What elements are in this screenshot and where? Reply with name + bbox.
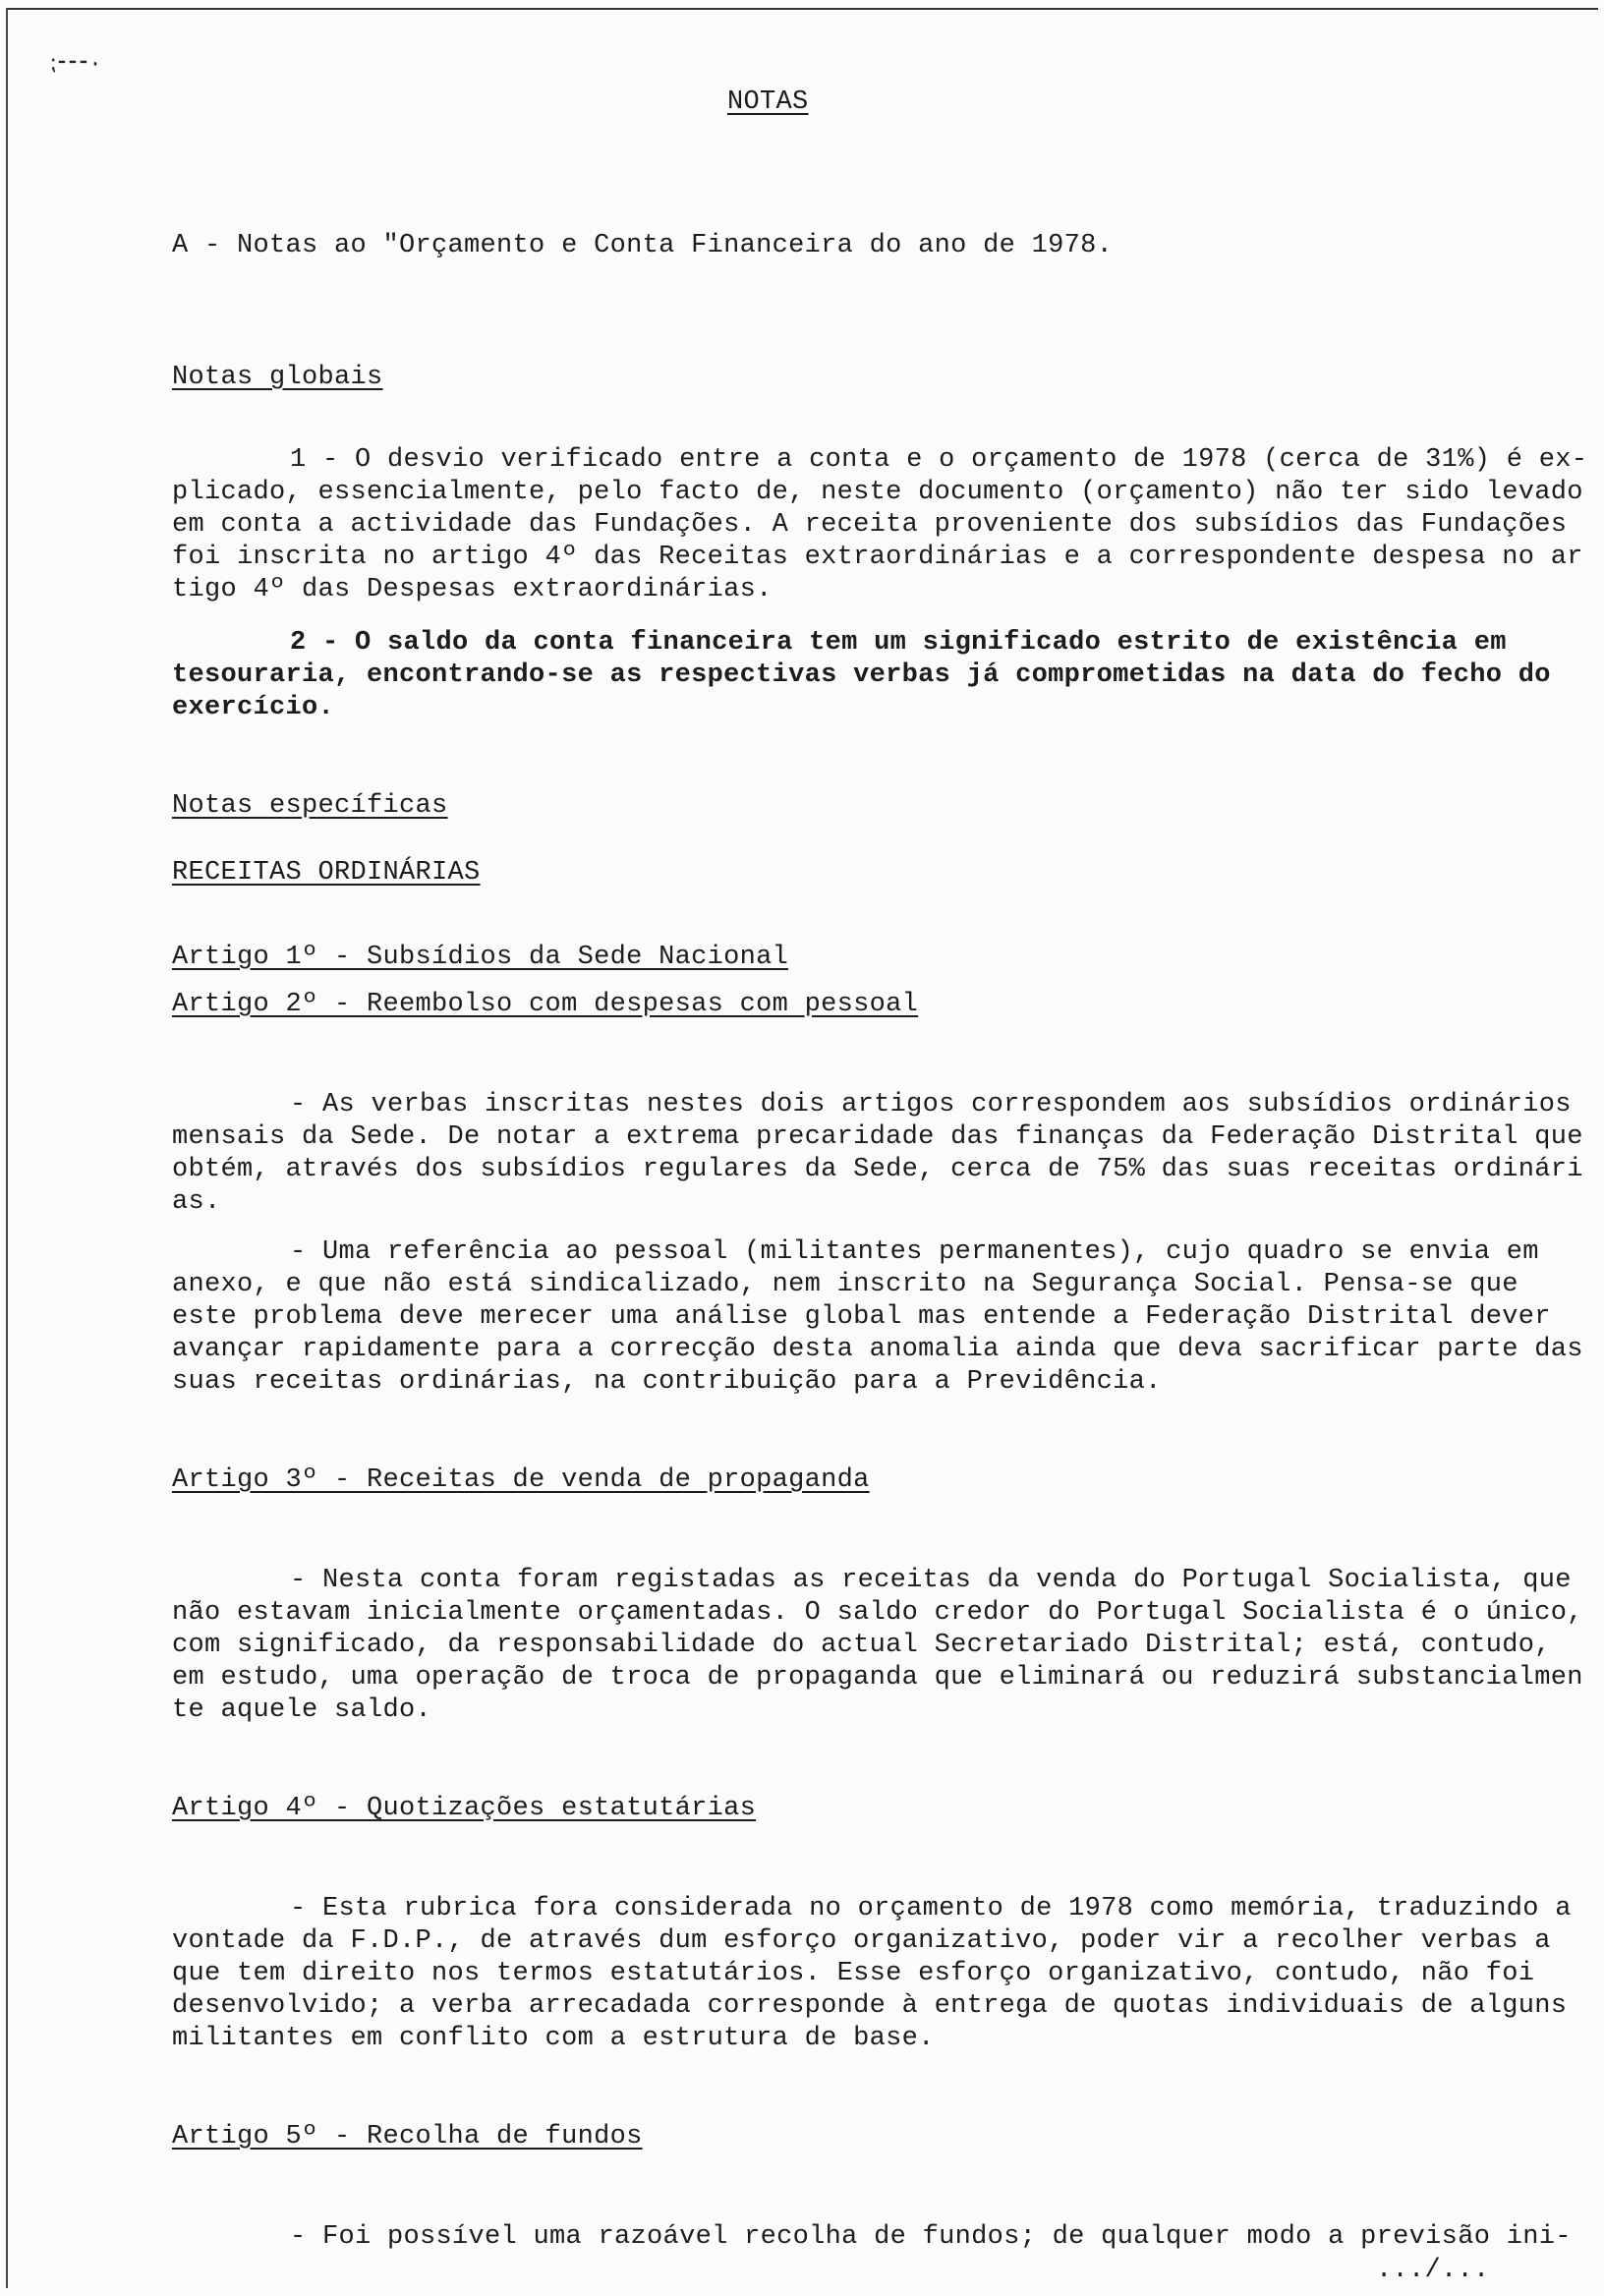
page-border-top (6, 8, 1598, 10)
page-continuation-mark: .../... (1376, 2256, 1490, 2285)
section-a-heading: A - Notas ao "Orçamento e Conta Financeira do ano de 1978. (172, 231, 1114, 260)
notas-especificas-heading: Notas específicas (172, 791, 448, 821)
page-border-left (6, 8, 8, 2288)
notas-globais-heading: Notas globais (172, 363, 383, 392)
artigo-4-heading: Artigo 4º - Quotizações estatutárias (172, 1794, 757, 1823)
artigo-3-heading: Artigo 3º - Receitas de venda de propaganda (172, 1465, 870, 1495)
paragraph-artigo-5: - Foi possível uma razoável recolha de fundos; de qualquer modo a previsão ini- (290, 2222, 1572, 2252)
artigo-5-heading: Artigo 5º - Recolha de fundos (172, 2122, 643, 2152)
receitas-ordinarias-heading: RECEITAS ORDINÁRIAS (172, 858, 481, 888)
hole-punch-mark: ⁏⁃⁃⁃· (49, 52, 102, 77)
paragraph-artigos-1-2: - As verbas inscritas nestes dois artigos correspondem aos subsídios ordinários mensais da Sede. De notar a extrema precaridade das finanças da Federação Distrital que obtém, através dos subsídios regulares da Sede, cerca de 75% das suas receitas ordinári as. (172, 1090, 1583, 1217)
page-title: NOTAS (727, 87, 809, 117)
artigo-2-heading: Artigo 2º - Reembolso com despesas com pessoal (172, 990, 919, 1019)
paragraph-artigo-4: - Esta rubrica fora considerada no orçamento de 1978 como memória, traduzindo a vontade da F.D.P., de através dum esforço organizativo, poder vir a recolher verbas a que tem direito nos termos estatutários. Esse esforço organizativo, contudo, não foi desenvolvido; a verba arrecadada corresponde à entrega de quotas individuais de alguns militantes em conflito com a estrutura de base. (172, 1894, 1572, 2053)
paragraph-global-2: 2 - O saldo da conta financeira tem um significado estrito de existência em tesouraria, encontrando-se as respectivas verbas já comprometidas na data do fecho do exercício. (172, 628, 1551, 722)
paragraph-pessoal: - Uma referência ao pessoal (militantes permanentes), cujo quadro se envia em anexo, e que não está sindicalizado, nem inscrito na Segurança Social. Pensa-se que este problema deve merecer uma análise global mas entende a Federação Distrital dever avançar rapidamente para a correcção desta anomalia ainda que deva sacrificar parte das suas receitas ordinárias, na contribuição para a Previdência. (172, 1237, 1583, 1397)
artigo-1-heading: Artigo 1º - Subsídios da Sede Nacional (172, 943, 789, 972)
paragraph-artigo-3: - Nesta conta foram registadas as receitas da venda do Portugal Socialista, que não estavam inicialmente orçamentadas. O saldo credor do Portugal Socialista é o único, com significado, da responsabilidade do actual Secretariado Distrital; está, contudo, em estudo, uma operação de troca de propaganda que eliminará ou reduzirá substancialmen te aquele saldo. (172, 1566, 1583, 1725)
paragraph-global-1: 1 - O desvio verificado entre a conta e o orçamento de 1978 (cerca de 31%) é ex- plicado, essencialmente, pelo facto de, neste documento (orçamento) não ter sido levado em conta a actividade das Fundações. A receita proveniente dos subsídios das Fundações foi inscrita no artigo 4º das Receitas extraordinárias e a correspondente despesa no ar tigo 4º das Despesas extraordinárias. (172, 445, 1588, 604)
